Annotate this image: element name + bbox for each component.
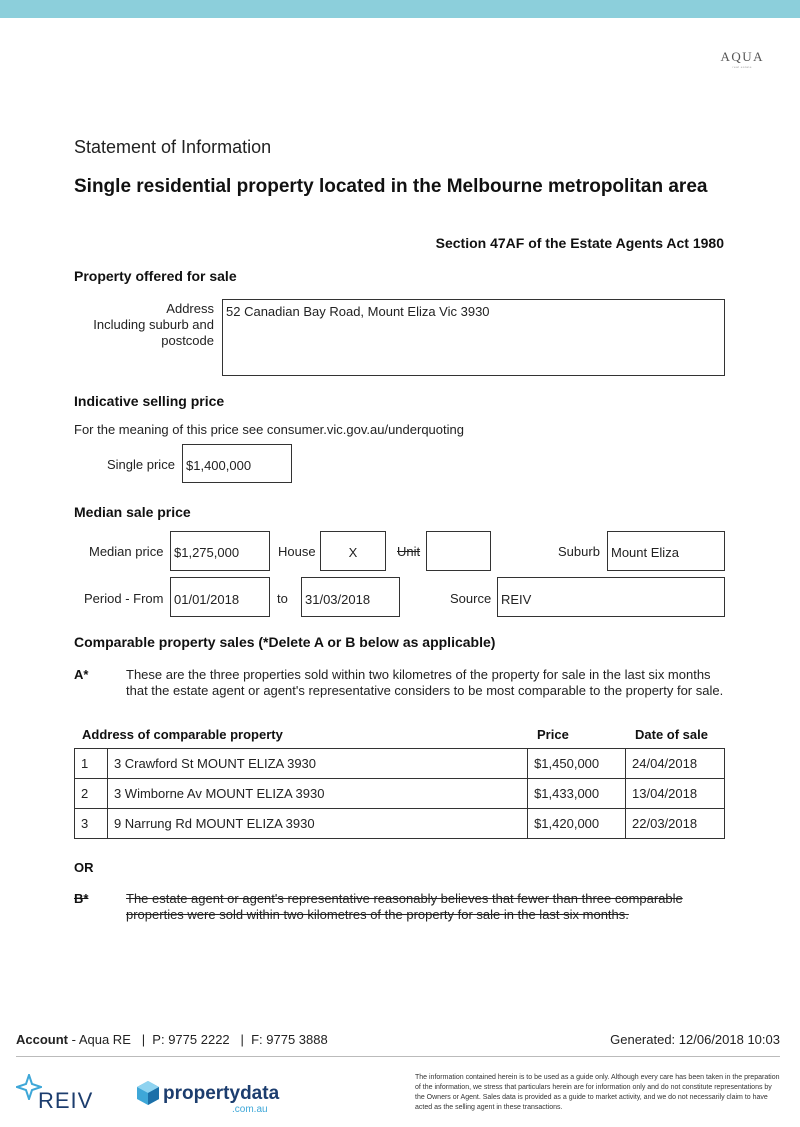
source-label: Source bbox=[450, 591, 492, 606]
option-a-text: These are the three properties sold within two kilometres of the property for sale in the last six months that the estate agent or agent's representative considers to be most comparable to the property for sale. bbox=[126, 667, 724, 698]
period-from-label: Period - From bbox=[84, 591, 164, 606]
option-b-marker: B* bbox=[74, 891, 89, 906]
suburb-label: Suburb bbox=[558, 544, 600, 559]
address-label-line-1: Address bbox=[166, 301, 214, 316]
unit-field[interactable] bbox=[426, 531, 491, 571]
table-row bbox=[75, 749, 725, 779]
row-address: 3 Crawford St MOUNT ELIZA 3930 bbox=[107, 749, 527, 779]
address-label bbox=[93, 301, 214, 349]
aqua-logo-name: AQUA bbox=[720, 49, 764, 64]
single-price-field[interactable]: $1,400,000 bbox=[182, 444, 292, 483]
suburb-field[interactable]: Mount Eliza bbox=[607, 531, 725, 571]
unit-label: Unit bbox=[397, 544, 421, 559]
top-color-bar bbox=[0, 0, 800, 18]
median-heading: Median sale price bbox=[74, 504, 191, 520]
propertydata-logo-text: propertydata bbox=[163, 1083, 280, 1104]
address-label-line-2: Including suburb and bbox=[93, 317, 214, 332]
account-label: Account bbox=[16, 1032, 68, 1047]
row-address: 3 Wimborne Av MOUNT ELIZA 3930 bbox=[107, 779, 527, 809]
generated-timestamp: Generated: 12/06/2018 10:03 bbox=[610, 1032, 780, 1047]
row-address: 9 Narrung Rd MOUNT ELIZA 3930 bbox=[107, 809, 527, 839]
document-title: Statement of Information bbox=[74, 137, 272, 157]
median-price-field[interactable]: $1,275,000 bbox=[170, 531, 270, 571]
comparable-sales-table bbox=[74, 748, 725, 839]
underquoting-note: For the meaning of this price see consumer.vic.gov.au/underquoting bbox=[74, 422, 464, 437]
address-label-line-3: postcode bbox=[161, 333, 214, 348]
col-header-address: Address of comparable property bbox=[82, 727, 283, 742]
property-heading: Property offered for sale bbox=[74, 268, 237, 284]
indicative-heading: Indicative selling price bbox=[74, 393, 225, 409]
row-number: 2 bbox=[75, 779, 108, 809]
table-row bbox=[75, 809, 725, 839]
aqua-logo bbox=[720, 49, 764, 69]
section-reference: Section 47AF of the Estate Agents Act 1980 bbox=[435, 235, 724, 251]
row-number: 1 bbox=[75, 749, 108, 779]
or-label: OR bbox=[74, 860, 94, 875]
period-from-field[interactable]: 01/01/2018 bbox=[170, 577, 270, 617]
option-b-text: The estate agent or agent's representative reasonably believes that fewer than three comparable properties were sold within two kilometres of the property for sale in the last six months. bbox=[126, 891, 683, 922]
propertydata-logo bbox=[135, 1080, 295, 1120]
row-price: $1,433,000 bbox=[528, 779, 626, 809]
col-header-date: Date of sale bbox=[635, 727, 708, 742]
median-price-label: Median price bbox=[89, 544, 164, 559]
account-details: - Aqua RE | P: 9775 2222 | F: 9775 3888 bbox=[68, 1032, 328, 1047]
house-label: House bbox=[278, 544, 316, 559]
row-date: 24/04/2018 bbox=[626, 749, 725, 779]
comparable-heading: Comparable property sales (*Delete A or B below as applicable) bbox=[74, 634, 496, 650]
reiv-logo-text: REIV bbox=[38, 1088, 94, 1113]
col-header-price: Price bbox=[537, 727, 569, 742]
row-price: $1,420,000 bbox=[528, 809, 626, 839]
period-to-label: to bbox=[277, 591, 288, 606]
row-date: 13/04/2018 bbox=[626, 779, 725, 809]
row-price: $1,450,000 bbox=[528, 749, 626, 779]
footer-divider bbox=[16, 1056, 780, 1057]
source-field[interactable]: REIV bbox=[497, 577, 725, 617]
reiv-logo bbox=[16, 1074, 96, 1114]
row-number: 3 bbox=[75, 809, 108, 839]
single-price-label: Single price bbox=[107, 457, 175, 472]
propertydata-logo-domain: .com.au bbox=[232, 1104, 268, 1115]
house-field[interactable]: X bbox=[320, 531, 386, 571]
row-date: 22/03/2018 bbox=[626, 809, 725, 839]
period-to-field[interactable]: 31/03/2018 bbox=[301, 577, 400, 617]
account-info bbox=[16, 1032, 328, 1047]
propertydata-cube-icon bbox=[135, 1080, 161, 1106]
document-heading: Single residential property located in the Melbourne metropolitan area bbox=[74, 176, 708, 197]
disclaimer-text: The information contained herein is to be used as a guide only. Although every care has been taken in the preparation of the information, we stress that particulars herein are for information only and do not constitute representations by the Owners or Agent. Sales data is provided as a guide to market activity, and we do not necessarily claim to have acted as the selling agent in these transactions. bbox=[415, 1074, 780, 1111]
address-field[interactable]: 52 Canadian Bay Road, Mount Eliza Vic 3930 bbox=[222, 299, 725, 376]
option-a-marker: A* bbox=[74, 667, 89, 682]
table-row bbox=[75, 779, 725, 809]
aqua-logo-tagline: real estate bbox=[732, 65, 752, 69]
